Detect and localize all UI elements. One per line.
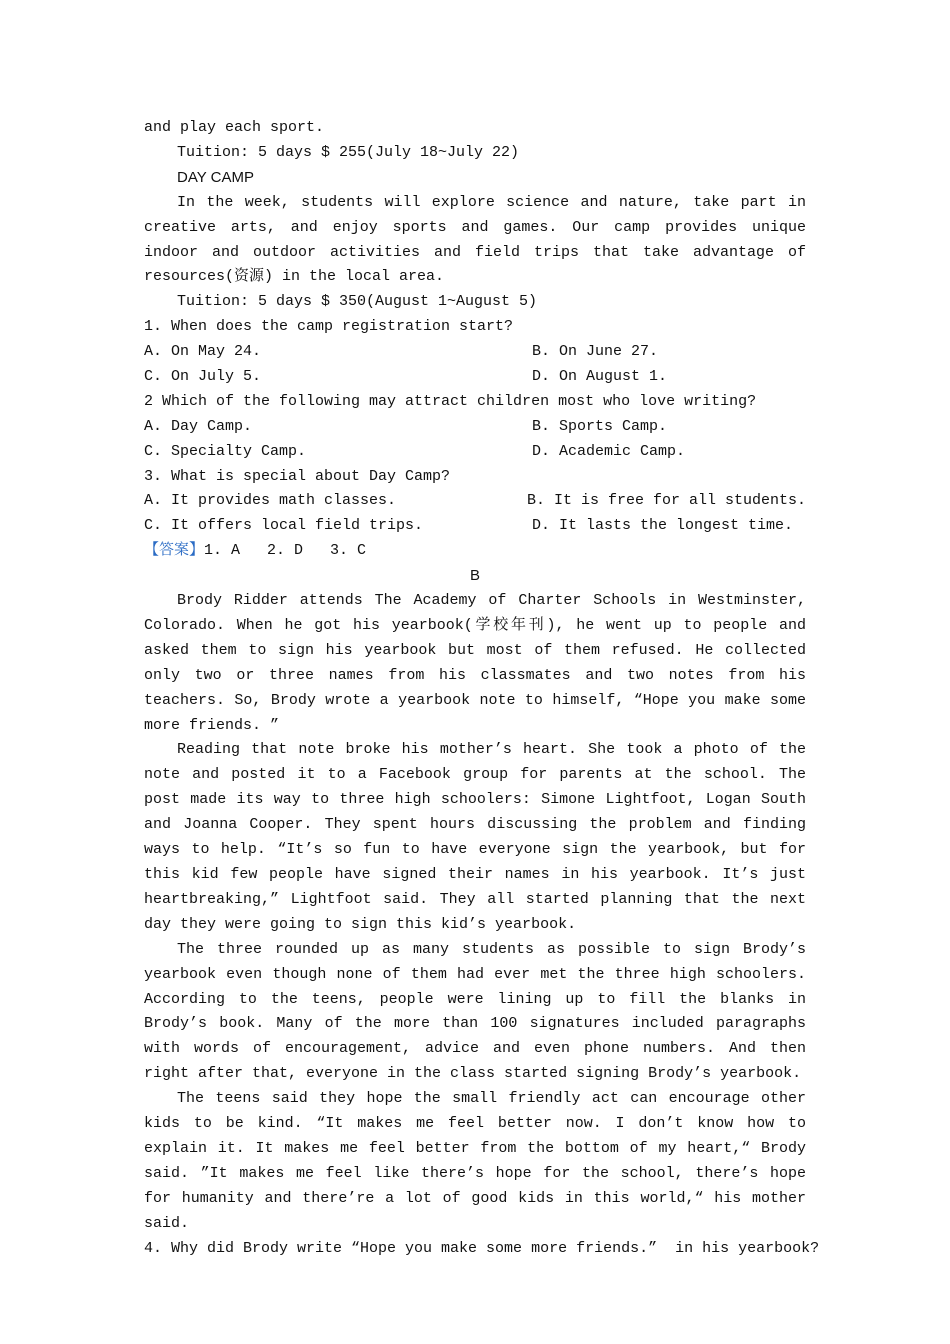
question-1-options-row-2 (144, 365, 806, 390)
question-2-option-a: A. Day Camp. (144, 417, 253, 435)
question-4-stem: 4. Why did Brody write “Hope you make some more friends.” in his yearbook? (144, 1239, 820, 1257)
question-3-option-c: C. It offers local field trips. (144, 517, 424, 535)
question-3-options-row-1 (144, 489, 806, 514)
question-1-option-c: C. On July 5. (144, 368, 262, 386)
passage-b-paragraph-1: Brody Ridder attends The Academy of Charter Schools in Westminster, Colorado. When he got his yearbook(学校年刊), he went up to people and asked them to sign his yearbook but most of them refused. He collected only two or three names from his classmates and two notes from his teachers. So, Brody wrote a yearbook note to himself, “Hope you make some more friends. ” (144, 592, 806, 734)
question-2-option-d: D. Academic Camp. (532, 442, 686, 460)
passage-b-paragraph-2: Reading that note broke his mother’s heart. She took a photo of the note and posted it to a Facebook group for parents at the school. The post made its way to three high schoolers: Simone Lightfoot, Logan South and Joanna Cooper. They spent hours discussing the problem and finding ways to help. “It’s so fun to have everyone sign the yearbook, but for this kid few people have signed their names in his yearbook. It’s just heartbreaking,” Lightfoot said. They all started planning that the next day they were going to sign this kid’s yearbook. (144, 741, 806, 933)
question-2-option-c: C. Specialty Camp. (144, 442, 307, 460)
answer-text: 1. A 2. D 3. C (204, 542, 367, 560)
question-3-stem: 3. What is special about Day Camp? (144, 467, 451, 485)
question-1-option-d: D. On August 1. (532, 368, 668, 386)
section-b-title: B (469, 567, 480, 585)
answer-label: 【答案】 (144, 542, 205, 560)
question-1-option-a: A. On May 24. (144, 343, 262, 361)
day-camp-body: In the week, students will explore science and nature, take part in creative arts, and enjoy sports and games. Our camp provides unique indoor and outdoor activities and field trips that take advantage of resources(资源) in the local area. (144, 193, 806, 286)
question-2-option-b: B. Sports Camp. (532, 417, 668, 435)
passage-b-paragraph-4: The teens said they hope the small friendly act can encourage other kids to be kind. “It makes me feel better now. I don’t know how to explain it. It makes me feel better from the bottom of my heart,“ Brody said. ”It makes me feel like there’s hope for the school, there’s hope for humanity and there’re a lot of good kids in this world,“ his mother said. (144, 1090, 806, 1232)
question-3-option-b: B. It is free for all students. (526, 492, 806, 510)
continued-text: and play each sport. (144, 119, 325, 136)
question-1-options-row-1 (144, 340, 806, 365)
question-3-option-d: D. It lasts the longest time. (532, 517, 794, 535)
sports-camp-tuition: Tuition: 5 days $ 255(July 18~July 22) (177, 143, 520, 161)
day-camp-tuition: Tuition: 5 days $ 350(August 1~August 5) (177, 293, 538, 311)
question-2-options-row-2 (144, 440, 806, 465)
answer-line (144, 539, 806, 564)
document-page (144, 116, 820, 1262)
question-1-stem: 1. When does the camp registration start? (144, 318, 514, 336)
question-2-options-row-1 (144, 415, 806, 440)
question-2-stem: 2 Which of the following may attract children most who love writing? (144, 392, 757, 410)
passage-b-paragraph-3: The three rounded up as many students as possible to sign Brody’s yearbook even though none of them had ever met the three high schoolers. According to the teens, people were lining up to fill the blanks in Brody’s book. Many of the more than 100 signatures included paragraphs with words of encouragement, advice and even phone numbers. And then right after that, everyone in the class started signing Brody’s yearbook. (144, 940, 806, 1083)
day-camp-heading: DAY CAMP (177, 168, 254, 186)
question-3-options-row-2 (144, 514, 806, 539)
question-1-option-b: B. On June 27. (532, 343, 659, 361)
question-3-option-a: A. It provides math classes. (144, 492, 397, 510)
